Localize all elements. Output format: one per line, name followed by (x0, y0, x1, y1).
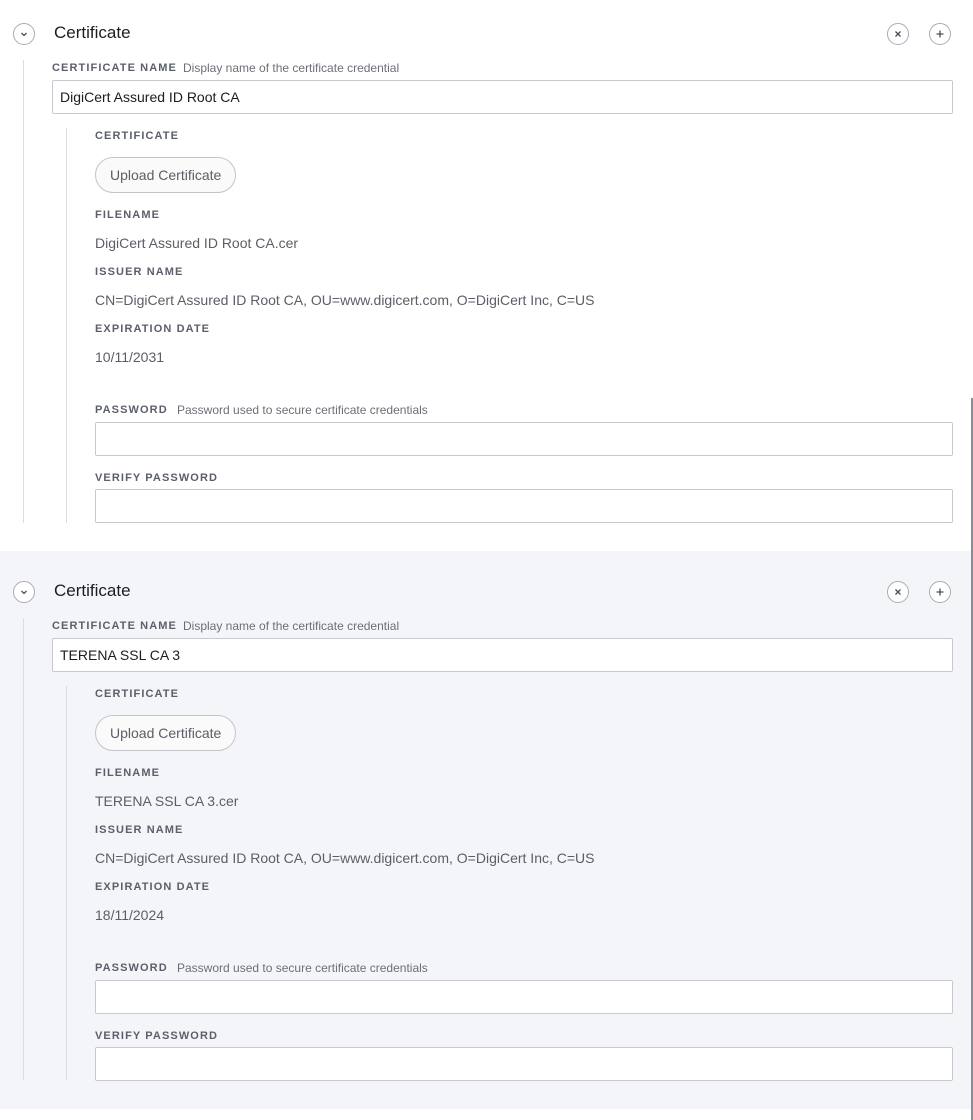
expiration-date-value: 10/11/2031 (95, 349, 165, 365)
remove-certificate-button[interactable] (887, 23, 909, 45)
certificate-name-input[interactable] (52, 80, 953, 114)
chevron-down-icon (19, 587, 29, 597)
certificate-rail (66, 128, 67, 523)
issuer-name-value: CN=DigiCert Assured ID Root CA, OU=www.digicert.com, O=DigiCert Inc, C=US (95, 850, 595, 866)
certificate-section-2 (0, 551, 971, 1109)
verify-password-label: VERIFY PASSWORD (95, 1030, 219, 1042)
remove-certificate-button[interactable] (887, 581, 909, 603)
collapse-button[interactable] (13, 23, 35, 45)
password-hint: Password used to secure certificate credentials (177, 403, 428, 417)
password-input[interactable] (95, 980, 953, 1014)
plus-icon (935, 29, 945, 39)
verify-password-label: VERIFY PASSWORD (95, 472, 219, 484)
certificate-name-input[interactable] (52, 638, 953, 672)
password-hint: Password used to secure certificate credentials (177, 961, 428, 975)
filename-value: DigiCert Assured ID Root CA.cer (95, 235, 299, 251)
certificate-name-label: CERTIFICATE NAME (52, 62, 177, 74)
certificate-label: CERTIFICATE (95, 688, 180, 700)
filename-value: TERENA SSL CA 3.cer (95, 793, 239, 809)
password-label: PASSWORD (95, 404, 168, 416)
expiration-date-label: EXPIRATION DATE (95, 881, 211, 893)
verify-password-input[interactable] (95, 1047, 953, 1081)
close-icon (893, 587, 903, 597)
filename-label: FILENAME (95, 209, 161, 221)
plus-icon (935, 587, 945, 597)
collapse-button[interactable] (13, 581, 35, 603)
certificate-name-hint: Display name of the certificate credential (183, 61, 400, 75)
password-label: PASSWORD (95, 962, 168, 974)
upload-certificate-button[interactable]: Upload Certificate (95, 715, 236, 751)
section-rail (23, 60, 24, 523)
page-bottom (0, 1109, 973, 1120)
issuer-name-label: ISSUER NAME (95, 266, 184, 278)
section-title: Certificate (54, 23, 131, 42)
certificate-rail (66, 686, 67, 1080)
upload-certificate-button[interactable]: Upload Certificate (95, 157, 236, 193)
issuer-name-value: CN=DigiCert Assured ID Root CA, OU=www.digicert.com, O=DigiCert Inc, C=US (95, 292, 595, 308)
issuer-name-label: ISSUER NAME (95, 824, 184, 836)
filename-label: FILENAME (95, 767, 161, 779)
certificate-section-1 (0, 0, 971, 551)
password-input[interactable] (95, 422, 953, 456)
expiration-date-label: EXPIRATION DATE (95, 323, 211, 335)
expiration-date-value: 18/11/2024 (95, 907, 165, 923)
verify-password-input[interactable] (95, 489, 953, 523)
add-certificate-button[interactable] (929, 581, 951, 603)
add-certificate-button[interactable] (929, 23, 951, 45)
certificate-name-label: CERTIFICATE NAME (52, 620, 177, 632)
certificate-name-hint: Display name of the certificate credential (183, 619, 400, 633)
section-title: Certificate (54, 581, 131, 600)
certificate-label: CERTIFICATE (95, 130, 180, 142)
close-icon (893, 29, 903, 39)
section-rail (23, 618, 24, 1080)
chevron-down-icon (19, 29, 29, 39)
